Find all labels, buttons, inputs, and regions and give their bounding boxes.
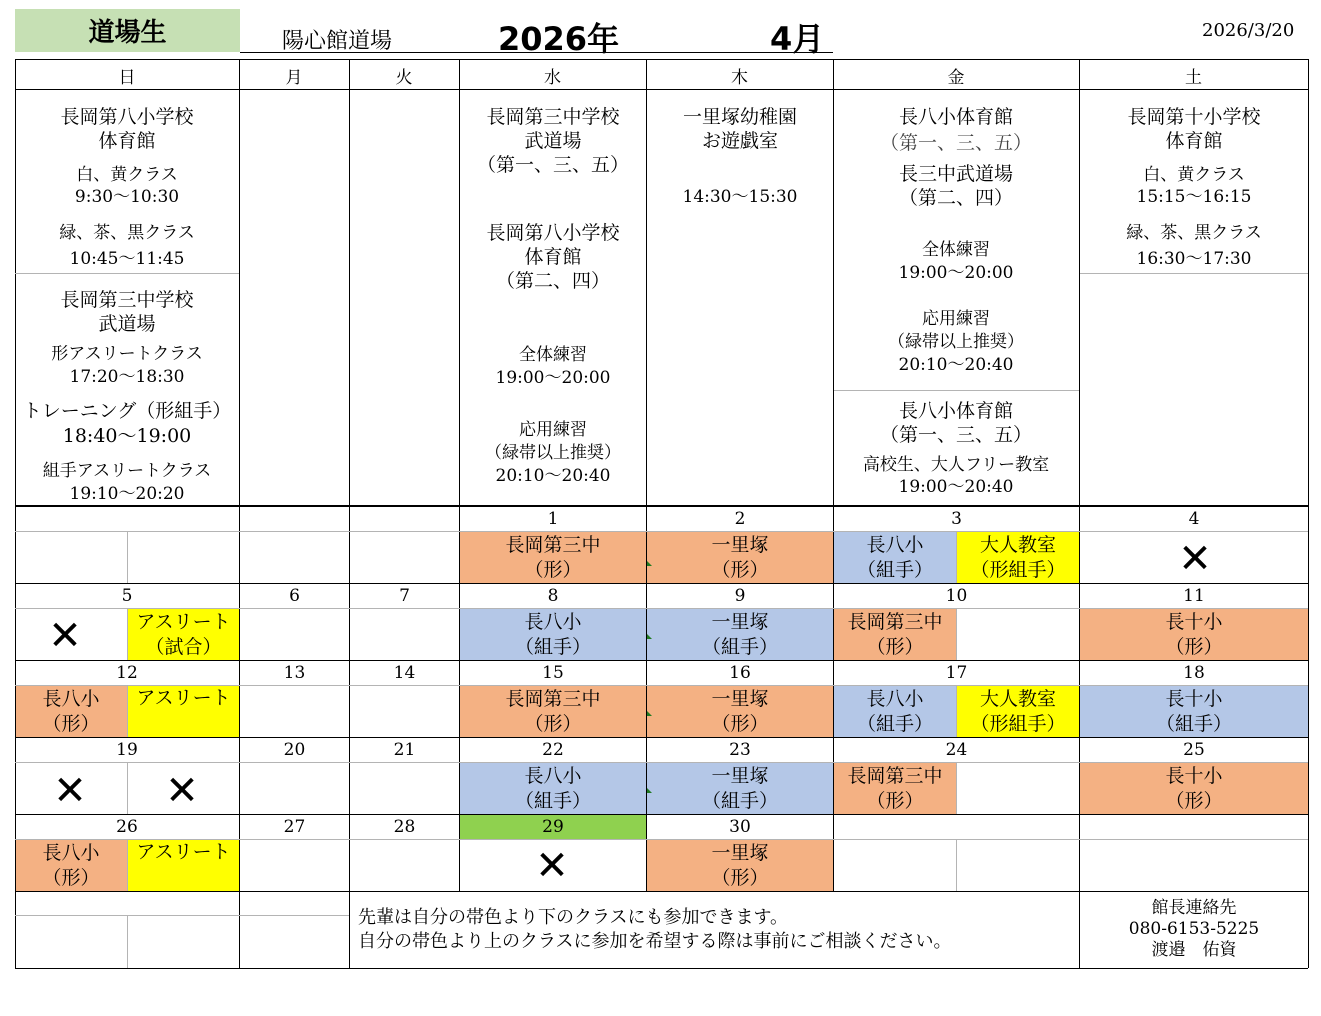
calendar-cell: 長八小 （組手） [834,532,956,583]
class-time: 16:30～17:30 [1136,249,1252,269]
class-name: （緑帯以上推奨） [888,332,1024,352]
calendar-cell: 長八小 （形） [15,840,127,891]
day-number: 12 [116,663,138,683]
wed-venue: （第一、三、五） [476,154,630,176]
day-number: 8 [547,586,559,606]
calendar-cell: 長岡第三中 （形） [834,609,956,660]
day-number: 13 [283,663,306,683]
calendar-cell: アスリート [128,840,239,891]
class-name: トレーニング（形組手） [22,400,232,422]
class-name: 全体練習 [519,345,587,365]
class-name: 緑、茶、黒クラス [1126,223,1262,243]
class-time: 19:00～20:00 [495,368,611,388]
day-number: 1 [547,509,559,529]
weekday-sun: 日 [118,67,136,88]
calendar-cell: 大人教室 （形組手） [957,532,1079,583]
class-name: 緑、茶、黒クラス [59,223,195,243]
day-number: 11 [1183,586,1205,606]
class-time: 17:20～18:30 [69,367,185,387]
class-name: （緑帯以上推奨） [485,443,621,463]
day-number: 9 [734,586,746,606]
contact-title: 館長連絡先 [1151,898,1237,918]
sun-venue: 武道場 [98,313,156,335]
calendar-cell: 長岡第三中 （形） [460,532,646,583]
thu-venue: 一里塚幼稚園 [682,106,798,128]
contact-box [1080,898,1308,961]
no-class-mark: ✕ [535,843,569,889]
day-number: 6 [289,586,300,606]
day-number: 17 [945,663,968,683]
calendar-cell: 長岡第三中 （形） [460,686,646,737]
comment-marker [647,788,652,793]
calendar-cell: 長八小 （組手） [834,686,956,737]
day-number: 27 [283,817,306,837]
calendar-cell: 一里塚 （組手） [647,763,833,814]
class-name: 高校生、大人フリー教室 [862,455,1050,475]
no-class-mark: ✕ [1178,536,1212,582]
wed-venue: （第二、四） [495,270,611,292]
class-time: 14:30～15:30 [682,187,798,207]
calendar-cell: 長十小 （形） [1080,609,1308,660]
day-number: 7 [399,586,410,606]
sun-venue: 長岡第三中学校 [60,289,194,311]
class-time: 20:10～20:40 [495,466,611,486]
day-number: 25 [1183,740,1205,760]
calendar-cell: 大人教室 （形組手） [957,686,1079,737]
sun-venue: 体育館 [98,130,156,152]
no-class-mark: ✕ [48,613,82,659]
no-class-mark: ✕ [53,768,87,814]
day-number: 4 [1188,509,1200,529]
year-label: 2026年 [498,20,620,58]
calendar-cell: 長十小 （形） [1080,763,1308,814]
month-label: 4月 [770,20,825,58]
weekday-wed: 水 [544,67,561,88]
class-time: 19:00～20:00 [898,263,1014,283]
calendar-cell: 長八小 （形） [15,686,127,737]
contact-name: 渡邉 佑資 [1151,940,1237,960]
fri-venue: （第二、四） [898,187,1014,209]
day-number: 29 [542,817,564,837]
calendar-cell: 長十小 （組手） [1080,686,1308,737]
class-name: 応用練習 [519,420,587,440]
header-underline [240,52,833,53]
class-name: 白、黄クラス [76,165,178,185]
issue-date: 2026/3/20 [1202,20,1295,41]
note-line: 先輩は自分の帯色より下のクラスにも参加できます。 [358,907,789,928]
class-time: 10:45～11:45 [69,249,185,269]
fri-venue: 長八小体育館 [898,400,1014,422]
class-time: 19:00～20:40 [898,477,1014,497]
wed-venue: 武道場 [524,130,582,152]
class-name: 組手アスリートクラス [42,461,212,481]
calendar-cell: 長岡第三中 （形） [834,763,956,814]
fri-venue: （第一、三、五） [879,424,1033,446]
calendar-cell: 一里塚 （形） [647,686,833,737]
day-number: 5 [121,586,133,606]
wed-venue: 体育館 [524,246,582,268]
comment-marker [647,711,652,716]
weekday-thu: 木 [731,67,748,88]
class-time: 20:10～20:40 [898,355,1014,375]
class-time: 9:30～10:30 [74,187,180,207]
day-number: 30 [729,817,751,837]
dojo-name: 陽心館道場 [282,29,393,54]
class-name: 白、黄クラス [1143,165,1245,185]
class-time: 18:40～19:00 [62,425,192,447]
sun-venue: 長岡第八小学校 [60,106,194,128]
day-number: 19 [116,740,138,760]
wed-venue: 長岡第八小学校 [486,222,620,244]
weekday-sat: 土 [1185,67,1202,88]
note-line: 自分の帯色より上のクラスに参加を希望する際は事前にご相談ください。 [358,931,952,952]
day-number: 16 [729,663,751,683]
thu-venue: お遊戯室 [701,130,779,152]
wed-venue: 長岡第三中学校 [486,106,620,128]
day-number: 22 [542,740,564,760]
day-number: 10 [945,586,968,606]
category-tag: 道場生 [15,9,240,52]
calendar-cell: 一里塚 （形） [647,840,833,891]
comment-marker [647,634,652,639]
calendar-cell: アスリート （試合） [128,609,239,660]
day-number: 14 [393,663,416,683]
class-name: 応用練習 [922,309,990,329]
class-time: 19:10～20:20 [69,484,185,504]
day-number: 3 [951,509,962,529]
comment-marker [647,561,652,566]
day-number: 23 [729,740,751,760]
fri-venue: 長三中武道場 [898,163,1014,185]
no-class-mark: ✕ [165,768,199,814]
calendar-cell: 一里塚 （組手） [647,609,833,660]
calendar-cell: 一里塚 （形） [647,532,833,583]
weekday-fri: 金 [947,67,965,88]
day-number: 15 [542,663,564,683]
day-number: 18 [1183,663,1205,683]
day-number: 28 [393,817,416,837]
calendar-cell: 長八小 （組手） [460,609,646,660]
note-text [358,906,951,954]
day-number: 26 [116,817,138,837]
contact-phone: 080-6153-5225 [1128,919,1260,939]
day-number: 24 [945,740,968,760]
weekday-mon: 月 [285,67,303,88]
class-time: 15:15～16:15 [1136,187,1252,207]
fri-venue: （第一、三、五） [879,132,1033,154]
sat-venue: 長岡第十小学校 [1127,106,1261,128]
day-number: 20 [283,740,306,760]
day-number: 21 [393,740,416,760]
calendar-cell: 長八小 （組手） [460,763,646,814]
fri-venue: 長八小体育館 [898,106,1014,128]
calendar-cell: アスリート [128,686,239,737]
class-name: 形アスリートクラス [51,344,203,364]
class-name: 全体練習 [922,240,990,260]
sat-venue: 体育館 [1165,130,1223,152]
day-number: 2 [734,509,746,529]
weekday-tue: 火 [395,67,413,88]
